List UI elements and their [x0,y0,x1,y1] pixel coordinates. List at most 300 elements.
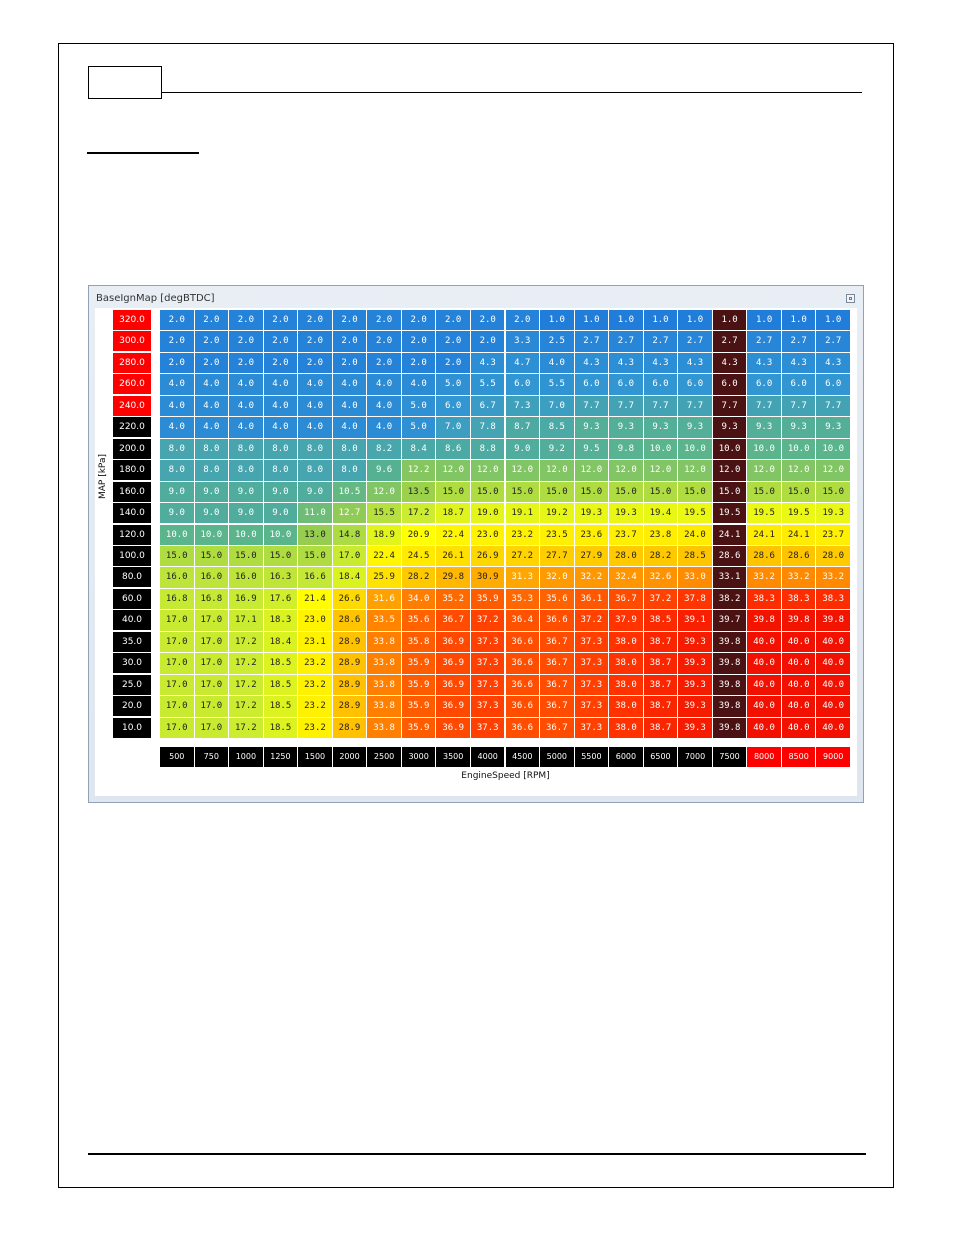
table-cell[interactable]: 15.0 [644,482,678,502]
column-header[interactable]: 7000 [678,747,712,767]
table-cell[interactable]: 4.0 [229,374,263,394]
table-cell[interactable]: 9.0 [195,482,229,502]
table-cell[interactable]: 33.2 [816,567,850,587]
table-cell[interactable]: 10.0 [644,439,678,459]
table-cell[interactable]: 7.7 [575,396,609,416]
row-header[interactable]: 10.0 [113,718,151,738]
table-cell[interactable]: 8.5 [540,417,574,437]
table-cell[interactable]: 9.6 [367,460,401,480]
table-cell[interactable]: 19.5 [747,503,781,523]
row-header[interactable]: 160.0 [113,482,151,502]
table-cell[interactable]: 10.0 [229,525,263,545]
table-cell[interactable]: 37.9 [609,610,643,630]
table-cell[interactable]: 9.3 [575,417,609,437]
table-cell[interactable]: 33.2 [747,567,781,587]
table-cell[interactable]: 28.6 [333,610,367,630]
table-cell[interactable]: 2.7 [644,331,678,351]
table-cell[interactable]: 36.4 [506,610,540,630]
row-header[interactable]: 280.0 [113,353,151,373]
table-cell[interactable]: 7.7 [644,396,678,416]
table-cell[interactable]: 9.3 [816,417,850,437]
table-cell[interactable]: 38.7 [644,632,678,652]
table-cell[interactable]: 18.4 [333,567,367,587]
column-header[interactable]: 1500 [298,747,332,767]
table-cell[interactable]: 2.7 [678,331,712,351]
table-cell[interactable]: 2.0 [229,310,263,330]
table-cell[interactable]: 38.3 [782,589,816,609]
table-cell[interactable]: 28.5 [678,546,712,566]
table-cell[interactable]: 9.3 [644,417,678,437]
table-cell[interactable]: 4.3 [747,353,781,373]
table-cell[interactable]: 39.3 [678,632,712,652]
table-cell[interactable]: 4.0 [160,374,194,394]
table-cell[interactable]: 2.0 [333,310,367,330]
table-cell[interactable]: 2.0 [471,310,505,330]
table-cell[interactable]: 4.0 [367,396,401,416]
table-cell[interactable]: 6.0 [747,374,781,394]
table-cell[interactable]: 36.7 [540,675,574,695]
row-header[interactable]: 320.0 [113,310,151,330]
table-cell[interactable]: 1.0 [540,310,574,330]
table-cell[interactable]: 23.6 [575,525,609,545]
column-header[interactable]: 5500 [575,747,609,767]
table-cell[interactable]: 2.0 [229,353,263,373]
table-cell[interactable]: 17.2 [229,675,263,695]
table-cell[interactable]: 15.0 [540,482,574,502]
table-cell[interactable]: 15.0 [298,546,332,566]
table-cell[interactable]: 19.1 [506,503,540,523]
table-cell[interactable]: 4.0 [367,374,401,394]
table-cell[interactable]: 2.0 [333,331,367,351]
table-cell[interactable]: 40.0 [782,653,816,673]
table-cell[interactable]: 33.0 [678,567,712,587]
table-cell[interactable]: 12.0 [747,460,781,480]
table-cell[interactable]: 1.0 [816,310,850,330]
table-cell[interactable]: 4.0 [229,417,263,437]
table-cell[interactable]: 4.0 [195,417,229,437]
table-cell[interactable]: 33.8 [367,632,401,652]
table-cell[interactable]: 30.9 [471,567,505,587]
table-cell[interactable]: 19.4 [644,503,678,523]
table-cell[interactable]: 40.0 [782,632,816,652]
table-cell[interactable]: 5.5 [540,374,574,394]
table-cell[interactable]: 4.0 [195,374,229,394]
table-cell[interactable]: 2.0 [402,353,436,373]
table-cell[interactable]: 15.0 [747,482,781,502]
row-header[interactable]: 220.0 [113,417,151,437]
table-cell[interactable]: 39.8 [713,675,747,695]
table-cell[interactable]: 40.0 [816,632,850,652]
table-cell[interactable]: 4.0 [160,396,194,416]
table-cell[interactable]: 4.3 [644,353,678,373]
table-cell[interactable]: 10.0 [264,525,298,545]
table-cell[interactable]: 4.0 [264,374,298,394]
table-cell[interactable]: 38.0 [609,675,643,695]
row-header[interactable]: 80.0 [113,567,151,587]
table-cell[interactable]: 19.5 [678,503,712,523]
table-cell[interactable]: 2.0 [436,310,470,330]
table-cell[interactable]: 8.0 [195,439,229,459]
table-cell[interactable]: 15.0 [816,482,850,502]
row-header[interactable]: 180.0 [113,460,151,480]
table-cell[interactable]: 16.8 [195,589,229,609]
table-cell[interactable]: 2.0 [436,353,470,373]
table-cell[interactable]: 38.2 [713,589,747,609]
table-cell[interactable]: 17.0 [195,675,229,695]
table-cell[interactable]: 4.0 [333,417,367,437]
table-cell[interactable]: 12.0 [367,482,401,502]
table-cell[interactable]: 2.7 [782,331,816,351]
table-cell[interactable]: 35.6 [402,610,436,630]
table-cell[interactable]: 17.0 [160,718,194,738]
table-cell[interactable]: 1.0 [609,310,643,330]
table-cell[interactable]: 28.9 [333,653,367,673]
table-cell[interactable]: 19.5 [782,503,816,523]
table-cell[interactable]: 23.1 [298,632,332,652]
table-cell[interactable]: 17.0 [160,610,194,630]
table-cell[interactable]: 14.8 [333,525,367,545]
table-cell[interactable]: 18.9 [367,525,401,545]
table-cell[interactable]: 16.9 [229,589,263,609]
table-cell[interactable]: 13.5 [402,482,436,502]
table-cell[interactable]: 2.0 [264,353,298,373]
table-cell[interactable]: 31.3 [506,567,540,587]
table-cell[interactable]: 18.5 [264,653,298,673]
table-cell[interactable]: 10.0 [782,439,816,459]
table-cell[interactable]: 7.3 [506,396,540,416]
table-cell[interactable]: 17.0 [160,653,194,673]
table-cell[interactable]: 4.0 [264,396,298,416]
table-cell[interactable]: 15.0 [471,482,505,502]
table-cell[interactable]: 2.5 [540,331,574,351]
table-cell[interactable]: 9.0 [160,503,194,523]
table-cell[interactable]: 39.8 [713,653,747,673]
table-cell[interactable]: 17.0 [195,653,229,673]
table-cell[interactable]: 40.0 [816,675,850,695]
table-cell[interactable]: 1.0 [747,310,781,330]
table-cell[interactable]: 23.8 [644,525,678,545]
table-cell[interactable]: 1.0 [575,310,609,330]
table-cell[interactable]: 2.7 [575,331,609,351]
table-cell[interactable]: 36.6 [506,653,540,673]
table-cell[interactable]: 39.3 [678,696,712,716]
table-cell[interactable]: 12.0 [678,460,712,480]
table-cell[interactable]: 28.6 [782,546,816,566]
table-cell[interactable]: 15.0 [195,546,229,566]
table-cell[interactable]: 18.5 [264,718,298,738]
table-cell[interactable]: 6.7 [471,396,505,416]
table-cell[interactable]: 2.0 [195,331,229,351]
table-cell[interactable]: 9.5 [575,439,609,459]
table-cell[interactable]: 16.0 [195,567,229,587]
table-cell[interactable]: 2.0 [229,331,263,351]
table-cell[interactable]: 40.0 [782,718,816,738]
column-header[interactable]: 5000 [540,747,574,767]
table-cell[interactable]: 2.0 [367,310,401,330]
table-cell[interactable]: 4.7 [506,353,540,373]
table-cell[interactable]: 9.3 [747,417,781,437]
column-header[interactable]: 3000 [402,747,436,767]
table-cell[interactable]: 9.3 [678,417,712,437]
table-cell[interactable]: 6.0 [436,396,470,416]
table-cell[interactable]: 26.6 [333,589,367,609]
table-cell[interactable]: 17.0 [160,675,194,695]
table-cell[interactable]: 17.2 [229,632,263,652]
table-cell[interactable]: 39.8 [713,696,747,716]
table-cell[interactable]: 40.0 [747,632,781,652]
table-cell[interactable]: 12.0 [816,460,850,480]
table-cell[interactable]: 8.0 [195,460,229,480]
table-cell[interactable]: 2.0 [402,310,436,330]
table-cell[interactable]: 8.0 [160,460,194,480]
table-cell[interactable]: 36.6 [506,675,540,695]
column-header[interactable]: 6500 [644,747,678,767]
table-cell[interactable]: 39.7 [713,610,747,630]
table-cell[interactable]: 4.0 [298,374,332,394]
column-header[interactable]: 1250 [264,747,298,767]
table-cell[interactable]: 38.0 [609,718,643,738]
table-cell[interactable]: 38.3 [747,589,781,609]
table-cell[interactable]: 8.0 [264,439,298,459]
table-cell[interactable]: 40.0 [782,696,816,716]
table-cell[interactable]: 12.0 [644,460,678,480]
table-cell[interactable]: 37.3 [575,696,609,716]
table-cell[interactable]: 9.0 [298,482,332,502]
table-cell[interactable]: 28.9 [333,675,367,695]
table-cell[interactable]: 40.0 [747,675,781,695]
table-cell[interactable]: 7.7 [816,396,850,416]
table-cell[interactable]: 8.4 [402,439,436,459]
table-cell[interactable]: 17.0 [195,696,229,716]
table-cell[interactable]: 12.0 [609,460,643,480]
table-cell[interactable]: 36.7 [436,610,470,630]
table-cell[interactable]: 17.0 [195,718,229,738]
table-cell[interactable]: 35.2 [436,589,470,609]
table-cell[interactable]: 9.0 [264,482,298,502]
table-cell[interactable]: 40.0 [747,653,781,673]
table-cell[interactable]: 8.0 [333,439,367,459]
table-cell[interactable]: 7.8 [471,417,505,437]
table-cell[interactable]: 23.7 [609,525,643,545]
table-cell[interactable]: 38.7 [644,696,678,716]
table-cell[interactable]: 8.7 [506,417,540,437]
table-cell[interactable]: 28.9 [333,696,367,716]
row-header[interactable]: 200.0 [113,439,151,459]
table-cell[interactable]: 18.5 [264,696,298,716]
table-cell[interactable]: 10.0 [747,439,781,459]
table-cell[interactable]: 4.3 [609,353,643,373]
table-cell[interactable]: 37.3 [471,675,505,695]
table-cell[interactable]: 36.7 [540,696,574,716]
table-cell[interactable]: 8.6 [436,439,470,459]
table-cell[interactable]: 2.0 [402,331,436,351]
table-cell[interactable]: 18.5 [264,675,298,695]
table-cell[interactable]: 23.2 [298,718,332,738]
table-cell[interactable]: 7.0 [540,396,574,416]
table-cell[interactable]: 16.8 [160,589,194,609]
table-cell[interactable]: 40.0 [747,696,781,716]
table-cell[interactable]: 1.0 [678,310,712,330]
column-header[interactable]: 4500 [506,747,540,767]
row-header[interactable]: 140.0 [113,503,151,523]
table-cell[interactable]: 17.6 [264,589,298,609]
table-cell[interactable]: 33.8 [367,675,401,695]
row-header[interactable]: 25.0 [113,675,151,695]
table-cell[interactable]: 12.0 [471,460,505,480]
table-cell[interactable]: 4.0 [333,396,367,416]
table-cell[interactable]: 36.1 [575,589,609,609]
table-cell[interactable]: 12.2 [402,460,436,480]
column-header[interactable]: 500 [160,747,194,767]
row-header[interactable]: 35.0 [113,632,151,652]
table-cell[interactable]: 22.4 [367,546,401,566]
table-cell[interactable]: 28.0 [816,546,850,566]
table-cell[interactable]: 28.2 [644,546,678,566]
table-cell[interactable]: 27.7 [540,546,574,566]
table-cell[interactable]: 10.0 [816,439,850,459]
column-header[interactable]: 7500 [713,747,747,767]
table-cell[interactable]: 8.8 [471,439,505,459]
table-cell[interactable]: 4.0 [298,396,332,416]
table-cell[interactable]: 36.7 [540,632,574,652]
row-header[interactable]: 260.0 [113,374,151,394]
table-cell[interactable]: 6.0 [644,374,678,394]
table-cell[interactable]: 17.2 [229,696,263,716]
column-header[interactable]: 750 [195,747,229,767]
table-cell[interactable]: 10.0 [713,439,747,459]
table-cell[interactable]: 19.3 [609,503,643,523]
table-cell[interactable]: 17.2 [402,503,436,523]
table-cell[interactable]: 2.7 [747,331,781,351]
table-cell[interactable]: 4.0 [540,353,574,373]
table-cell[interactable]: 5.5 [471,374,505,394]
table-cell[interactable]: 20.9 [402,525,436,545]
table-cell[interactable]: 36.9 [436,696,470,716]
table-cell[interactable]: 6.0 [713,374,747,394]
table-cell[interactable]: 32.4 [609,567,643,587]
table-cell[interactable]: 10.0 [678,439,712,459]
table-cell[interactable]: 33.1 [713,567,747,587]
table-cell[interactable]: 35.9 [402,675,436,695]
table-cell[interactable]: 37.2 [575,610,609,630]
table-cell[interactable]: 25.9 [367,567,401,587]
column-header[interactable]: 3500 [436,747,470,767]
table-cell[interactable]: 1.0 [782,310,816,330]
table-cell[interactable]: 2.0 [436,331,470,351]
table-cell[interactable]: 23.2 [298,675,332,695]
table-cell[interactable]: 28.6 [747,546,781,566]
table-cell[interactable]: 9.2 [540,439,574,459]
table-cell[interactable]: 6.0 [609,374,643,394]
table-cell[interactable]: 15.0 [575,482,609,502]
table-cell[interactable]: 28.9 [333,632,367,652]
table-cell[interactable]: 40.0 [816,653,850,673]
table-cell[interactable]: 19.2 [540,503,574,523]
table-cell[interactable]: 23.2 [298,696,332,716]
table-cell[interactable]: 17.0 [195,632,229,652]
table-cell[interactable]: 2.7 [713,331,747,351]
table-cell[interactable]: 4.0 [160,417,194,437]
row-header[interactable]: 20.0 [113,696,151,716]
table-cell[interactable]: 34.0 [402,589,436,609]
table-cell[interactable]: 6.0 [816,374,850,394]
table-cell[interactable]: 28.9 [333,718,367,738]
table-cell[interactable]: 33.8 [367,718,401,738]
table-cell[interactable]: 28.6 [713,546,747,566]
table-cell[interactable]: 7.0 [436,417,470,437]
table-cell[interactable]: 4.0 [264,417,298,437]
table-cell[interactable]: 12.0 [575,460,609,480]
table-cell[interactable]: 8.0 [229,439,263,459]
table-cell[interactable]: 31.6 [367,589,401,609]
table-cell[interactable]: 19.5 [713,503,747,523]
column-header[interactable]: 6000 [609,747,643,767]
table-cell[interactable]: 9.0 [506,439,540,459]
row-header[interactable]: 300.0 [113,331,151,351]
table-cell[interactable]: 37.3 [575,675,609,695]
table-cell[interactable]: 33.2 [782,567,816,587]
row-header[interactable]: 100.0 [113,546,151,566]
table-cell[interactable]: 15.0 [782,482,816,502]
table-cell[interactable]: 37.2 [644,589,678,609]
table-cell[interactable]: 12.0 [713,460,747,480]
table-cell[interactable]: 17.0 [160,696,194,716]
table-cell[interactable]: 38.7 [644,653,678,673]
table-cell[interactable]: 21.4 [298,589,332,609]
table-cell[interactable]: 23.5 [540,525,574,545]
table-cell[interactable]: 9.3 [782,417,816,437]
table-cell[interactable]: 23.0 [471,525,505,545]
table-cell[interactable]: 37.8 [678,589,712,609]
table-cell[interactable]: 10.5 [333,482,367,502]
table-cell[interactable]: 32.2 [575,567,609,587]
table-cell[interactable]: 39.8 [816,610,850,630]
table-cell[interactable]: 8.0 [264,460,298,480]
table-cell[interactable]: 40.0 [816,718,850,738]
table-cell[interactable]: 15.0 [713,482,747,502]
table-cell[interactable]: 4.0 [195,396,229,416]
table-cell[interactable]: 37.3 [575,718,609,738]
table-cell[interactable]: 33.5 [367,610,401,630]
table-cell[interactable]: 9.0 [229,503,263,523]
table-cell[interactable]: 37.3 [575,632,609,652]
table-cell[interactable]: 10.0 [195,525,229,545]
table-cell[interactable]: 24.1 [747,525,781,545]
table-cell[interactable]: 19.3 [575,503,609,523]
table-cell[interactable]: 18.4 [264,632,298,652]
table-cell[interactable]: 15.5 [367,503,401,523]
table-cell[interactable]: 38.5 [644,610,678,630]
table-cell[interactable]: 4.3 [678,353,712,373]
table-cell[interactable]: 4.3 [575,353,609,373]
table-cell[interactable]: 28.2 [402,567,436,587]
table-cell[interactable]: 2.7 [816,331,850,351]
table-cell[interactable]: 18.3 [264,610,298,630]
table-cell[interactable]: 2.0 [333,353,367,373]
table-cell[interactable]: 39.3 [678,718,712,738]
table-cell[interactable]: 36.7 [540,718,574,738]
column-header[interactable]: 2000 [333,747,367,767]
table-cell[interactable]: 2.0 [160,353,194,373]
table-cell[interactable]: 4.0 [229,396,263,416]
table-cell[interactable]: 33.8 [367,696,401,716]
table-cell[interactable]: 8.0 [333,460,367,480]
table-cell[interactable]: 29.8 [436,567,470,587]
table-cell[interactable]: 7.7 [747,396,781,416]
table-cell[interactable]: 19.0 [471,503,505,523]
table-cell[interactable]: 17.0 [160,632,194,652]
table-cell[interactable]: 4.0 [402,374,436,394]
